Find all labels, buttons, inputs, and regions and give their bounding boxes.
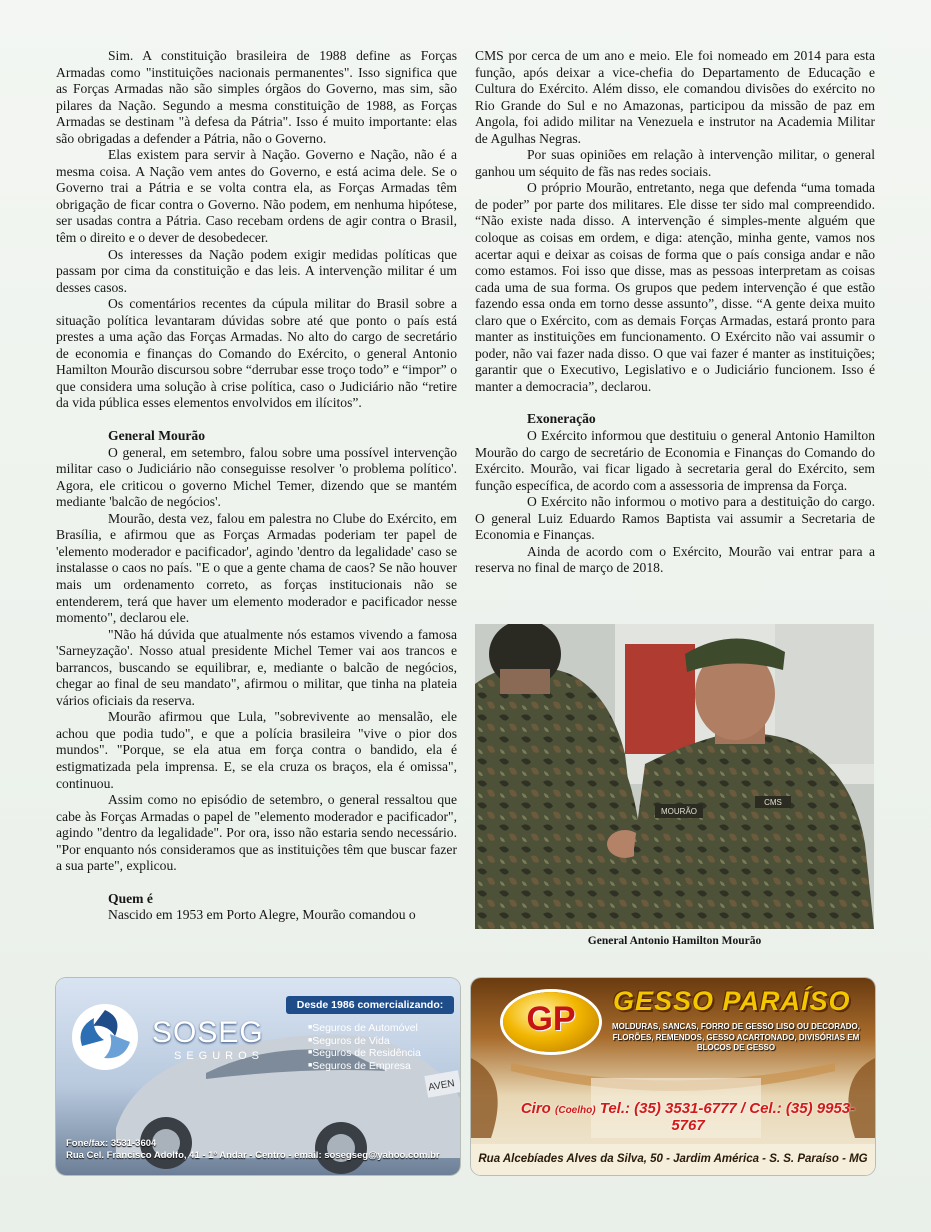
article-paragraph: O Exército não informou o motivo para a destituição do cargo. O general Luiz Eduardo Ramos Baptista vai assumir a Secretaria de Economia e Finanças. (475, 494, 875, 543)
article-paragraph: "Não há dúvida que atualmente nós estamos vivendo a famosa 'Sarneyzação'. Nosso atual presidente Michel Temer vai aos trancos e barrancos, buscando se equilibrar, e, mediante o balcão de negócios, chegar ao final de seu mandato", afirmou o militar, que tinha na plateia vários oficiais da reserva. (56, 626, 457, 708)
soseg-services-list (308, 1022, 421, 1072)
soseg-address: Rua Cel. Francisco Adolfo, 41 - 1º Andar - Centro - email: sosegseg@yahoo.com.br (66, 1150, 440, 1161)
gesso-address: Rua Alcebíades Alves da Silva, 50 - Jardim América - S. S. Paraíso - MG (471, 1144, 875, 1175)
gesso-title: GESSO PARAÍSO (613, 986, 851, 1016)
photo-caption: General Antonio Hamilton Mourão (587, 935, 762, 947)
article-right-column (475, 48, 875, 577)
gesso-description: MOLDURAS, SANCAS, FORRO DE GESSO LISO OU DECORADO, FLORÕES, REMENDOS, GESSO ACARTONADO, DIVISÓRIAS EM BLOCOS DE GESSO (611, 1022, 860, 1052)
soseg-contact (66, 1138, 440, 1162)
soseg-advertisement (56, 978, 460, 1175)
soseg-subtitle: SEGUROS (174, 1050, 265, 1062)
section-heading: General Mourão (108, 428, 206, 444)
soseg-service-item: ■ Seguros de Automóvel (308, 1022, 421, 1035)
article-paragraph: Sim. A constituição brasileira de 1988 define as Forças Armadas como "instituições nacionais permanentes". Isso significa que as Forças Armadas não são simples órgãos do Governo, mas sim, são pilares da Nação. Segundo a mesma constituição de 1988, as Forças Armadas se destinam "à defesa da Pátria". Isso é muito importante: elas são obrigadas a defender a Pátria, não o Governo. (56, 48, 457, 146)
article-paragraph: Mourão, desta vez, falou em palestra no Clube do Exército, em Brasília, e afirmou que as Forças Armadas poderiam ter papel de 'elemento moderador e pacificador', agindo 'dentro da legalidade' caso se instalasse o caos no país. "E o que a gente chama de caos? Se não houver mais um ordenamento correto, as forças institucionais não se entenderem, terá que haver um elemento moderador e pacificador nesse momento", declarou ele. (56, 510, 457, 626)
article-paragraph: O próprio Mourão, entretanto, nega que defenda “uma tomada de poder” por parte dos militares. Ele disse ter sido mal compreendido. “Não existe nada disso. A intervenção é simples-mente alguém que coloque as coisas em ordem, e diga: atenção, minha gente, vamos nos acertar aqui e deixar as coisas de forma que o país consiga andar e não como estamos. Foi isso que disse, mas as pessoas interpretam as coisas cada uma de sua forma. Os grupos que pedem intervenção é que estão fazendo essa onda em torno desse assunto”, disse. “A gente deixa muito claro que o Exército, com as demais Forças Armadas, estará pronto para manter as instituições em funcionamento. O Exército não vai assumir o poder, não vai fazer nada disso. O que vai fazer é manter as instituições; garantir que o Executivo, Legislativo e o Judiciário funcionem. Isso é manter a democracia”, declarou. (475, 180, 875, 394)
article-paragraph: Ainda de acordo com o Exército, Mourão vai entrar para a reserva no final de março de 2018. (475, 543, 875, 576)
article-paragraph: CMS por cerca de um ano e meio. Ele foi nomeado em 2014 para esta função, após deixar a vice-chefia do Departamento de Educação e Cultura do Exército. Além disso, ele comandou divisões do exército no Rio Grande do Sul e no Amazonas, participou da missão de paz em Angola, foi adido militar na Venezuela e instrutor na Academia Militar de Agulhas Negras. (475, 48, 875, 146)
general-photo (475, 624, 874, 929)
gesso-advertisement (471, 978, 875, 1175)
soseg-service-item: ■ Seguros de Empresa (308, 1060, 421, 1073)
gesso-contact-name: Ciro (520, 1100, 551, 1117)
article-paragraph: Assim como no episódio de setembro, o general ressaltou que cabe às Forças Armadas o papel de "elemento moderador e pacificador", agindo "dentro da legalidade". Por ora, isso não estaria sendo necessário. "Por enquanto nós consideramos que as instituições têm que buscar fazer a sua parte", explicou. (56, 792, 457, 874)
name-tag-text: MOURÃO (661, 807, 697, 816)
gesso-logo-text: GP (526, 1000, 576, 1038)
article-paragraph: Nascido em 1953 em Porto Alegre, Mourão comandou o (108, 907, 416, 923)
soseg-service-item: ■ Seguros de Vida (308, 1035, 421, 1048)
article-paragraph: Os interesses da Nação podem exigir medidas políticas que passam por cima da constituição e das leis. A intervenção militar é um desses casos. (56, 246, 457, 295)
section-heading: Quem é (108, 890, 153, 906)
gesso-phones: Tel.: (35) 3531-6777 / Cel.: (35) 9953-5767 (599, 1100, 856, 1134)
gesso-phone (513, 1100, 863, 1134)
car-plate-text: AVEN (427, 1078, 456, 1094)
article-paragraph: O general, em setembro, falou sobre uma possível intervenção militar caso o Judiciário não conseguisse resolver 'o problema político'. Agora, ele criticou o governo Michel Temer, dizendo que se mantém mediante 'balcão de negócios'. (56, 444, 457, 510)
soseg-since-banner: Desde 1986 comercializando: (286, 996, 454, 1014)
article-left-column (56, 48, 457, 924)
article-paragraph: O Exército informou que destituiu o general Antonio Hamilton Mourão do cargo de secretário de Economia e Finanças do Comando do Exército. Mourão, vai ficar ligado à secretaria geral do Exército, sem função específica, de acordo com a assessoria de imprensa da Força. (475, 428, 875, 493)
article-paragraph: Mourão afirmou que Lula, "sobrevivente ao mensalão, ele achou que podia tudo", e que a polícia brasileira "vive o pior dos mundos". "Porque, se ela atua em força contra o bandido, ela é estigmatizada pela imprensa. E, se ela cruza os braços, ela é omissa", continuou. (56, 709, 457, 791)
article-paragraph: Por suas opiniões em relação à intervenção militar, o general ganhou um séquito de fãs nas redes sociais. (475, 147, 875, 179)
article-paragraph: Os comentários recentes da cúpula militar do Brasil sobre a situação política levantaram dúvidas sobre até que ponto o país está prestes a uma ação das Forças Armadas. No alto do cargo de secretário de economia e finanças do Comando do Exército, o general Antonio Hamilton Mourão discursou sobre “derrubar esse troço todo” e “impor” o que considera uma solução à crise política, caso o Judiciário não “retire da vida pública esses elementos envolvidos em ilícitos”. (56, 296, 457, 411)
unit-tag-text: CMS (764, 798, 782, 807)
article-paragraph: Elas existem para servir à Nação. Governo e Nação, não é a mesma coisa. A Nação vem antes do Governo, e está acima dele. Se o Governo trai a Pátria e se volta contra ela, as Forças Armadas têm obrigação de ficar contra o Governo. Não podem, em nenhuma hipótese, ser usadas contra a Pátria. Caso recebam ordens de agir contra o Brasil, têm o direito e o dever de desobedecer. (56, 147, 457, 246)
section-heading: Exoneração (527, 411, 596, 427)
gesso-contact-nick: (Coelho) (555, 1105, 596, 1116)
soseg-logo-icon (70, 1002, 140, 1072)
soseg-brand: SOSEG (152, 1016, 264, 1049)
soseg-phone: Fone/fax: 3531-3604 (66, 1138, 157, 1149)
gesso-logo (503, 992, 599, 1052)
soldiers-illustration (475, 624, 874, 929)
soseg-service-item: ■ Seguros de Residência (308, 1047, 421, 1060)
